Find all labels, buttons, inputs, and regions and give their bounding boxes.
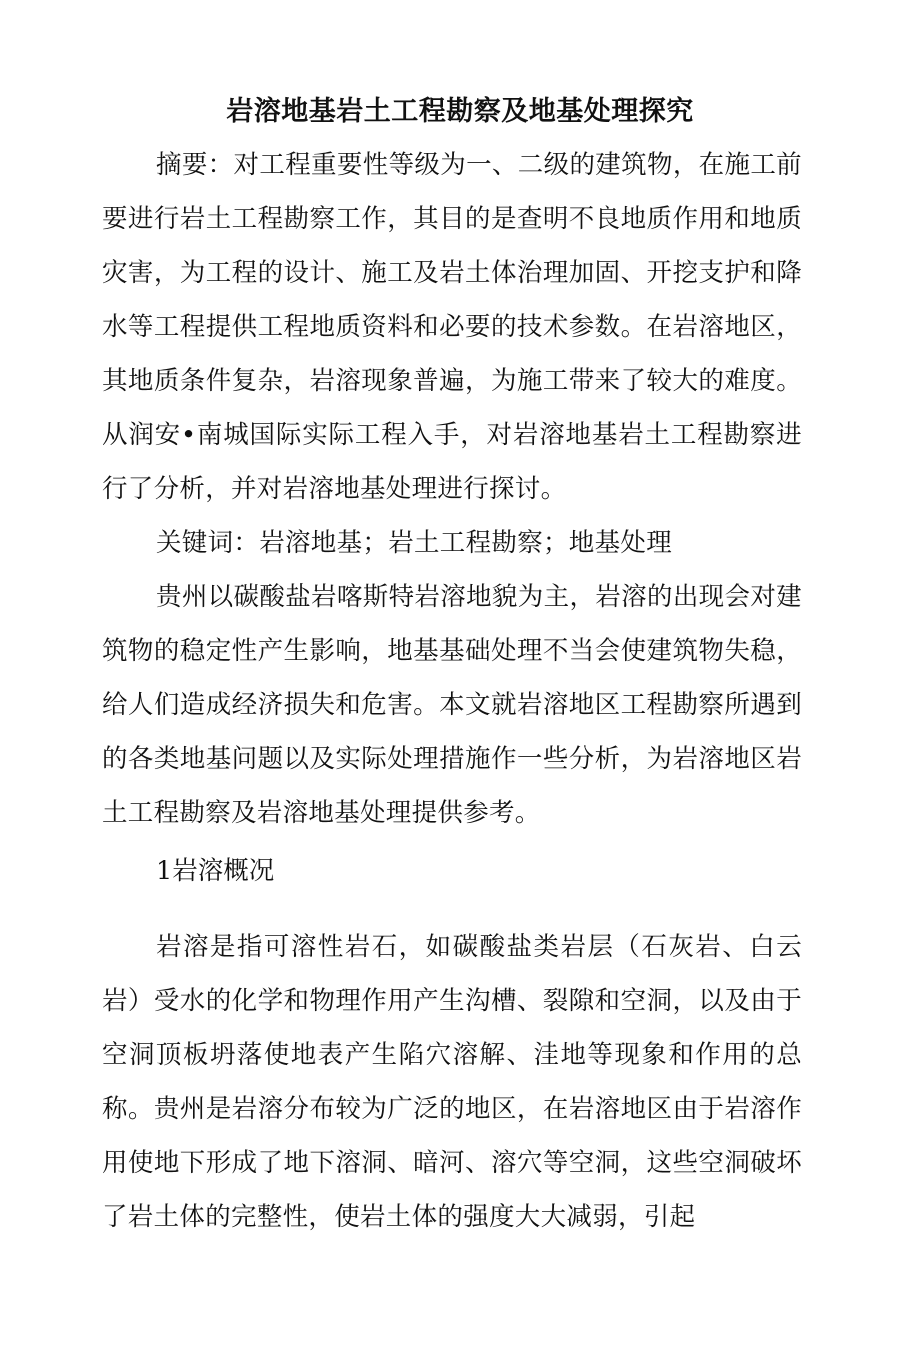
keywords-paragraph: 关键词：岩溶地基；岩土工程勘察；地基处理 xyxy=(156,528,673,558)
document-title: 岩溶地基岩土工程勘察及地基处理探究 xyxy=(226,96,694,127)
intro-paragraph: 贵州以碳酸盐岩喀斯特岩溶地貌为主，岩溶的出现会对建筑物的稳定性产生影响，地基基础处理不当会使建筑物失稳，给人们造成经济损失和危害。本文就岩溶地区工程勘察所遇到的各类地基问题以及实际处理措施作一些分析，为岩溶地区岩土工程勘察及岩溶地基处理提供参考。 xyxy=(102,582,802,828)
section-body-paragraph: 岩溶是指可溶性岩石，如碳酸盐类岩层（石灰岩、白云岩）受水的化学和物理作用产生沟槽、裂隙和空洞，以及由于空洞顶板坍落使地表产生陷穴溶解、洼地等现象和作用的总称。贵州是岩溶分布较为广泛的地区，在岩溶地区由于岩溶作用使地下形成了地下溶洞、暗河、溶穴等空洞，这些空洞破坏了岩土体的完整性，使岩土体的强度大大减弱，引起 xyxy=(102,932,802,1232)
abstract-paragraph: 摘要：对工程重要性等级为一、二级的建筑物，在施工前要进行岩土工程勘察工作，其目的是查明不良地质作用和地质灾害，为工程的设计、施工及岩土体治理加固、开挖支护和降水等工程提供工程地质资料和必要的技术参数。在岩溶地区，其地质条件复杂，岩溶现象普遍，为施工带来了较大的难度。从润安•南城国际实际工程入手，对岩溶地基岩土工程勘察进行了分析，并对岩溶地基处理进行探讨。 xyxy=(102,150,802,504)
section-heading: 1岩溶概况 xyxy=(156,856,275,886)
